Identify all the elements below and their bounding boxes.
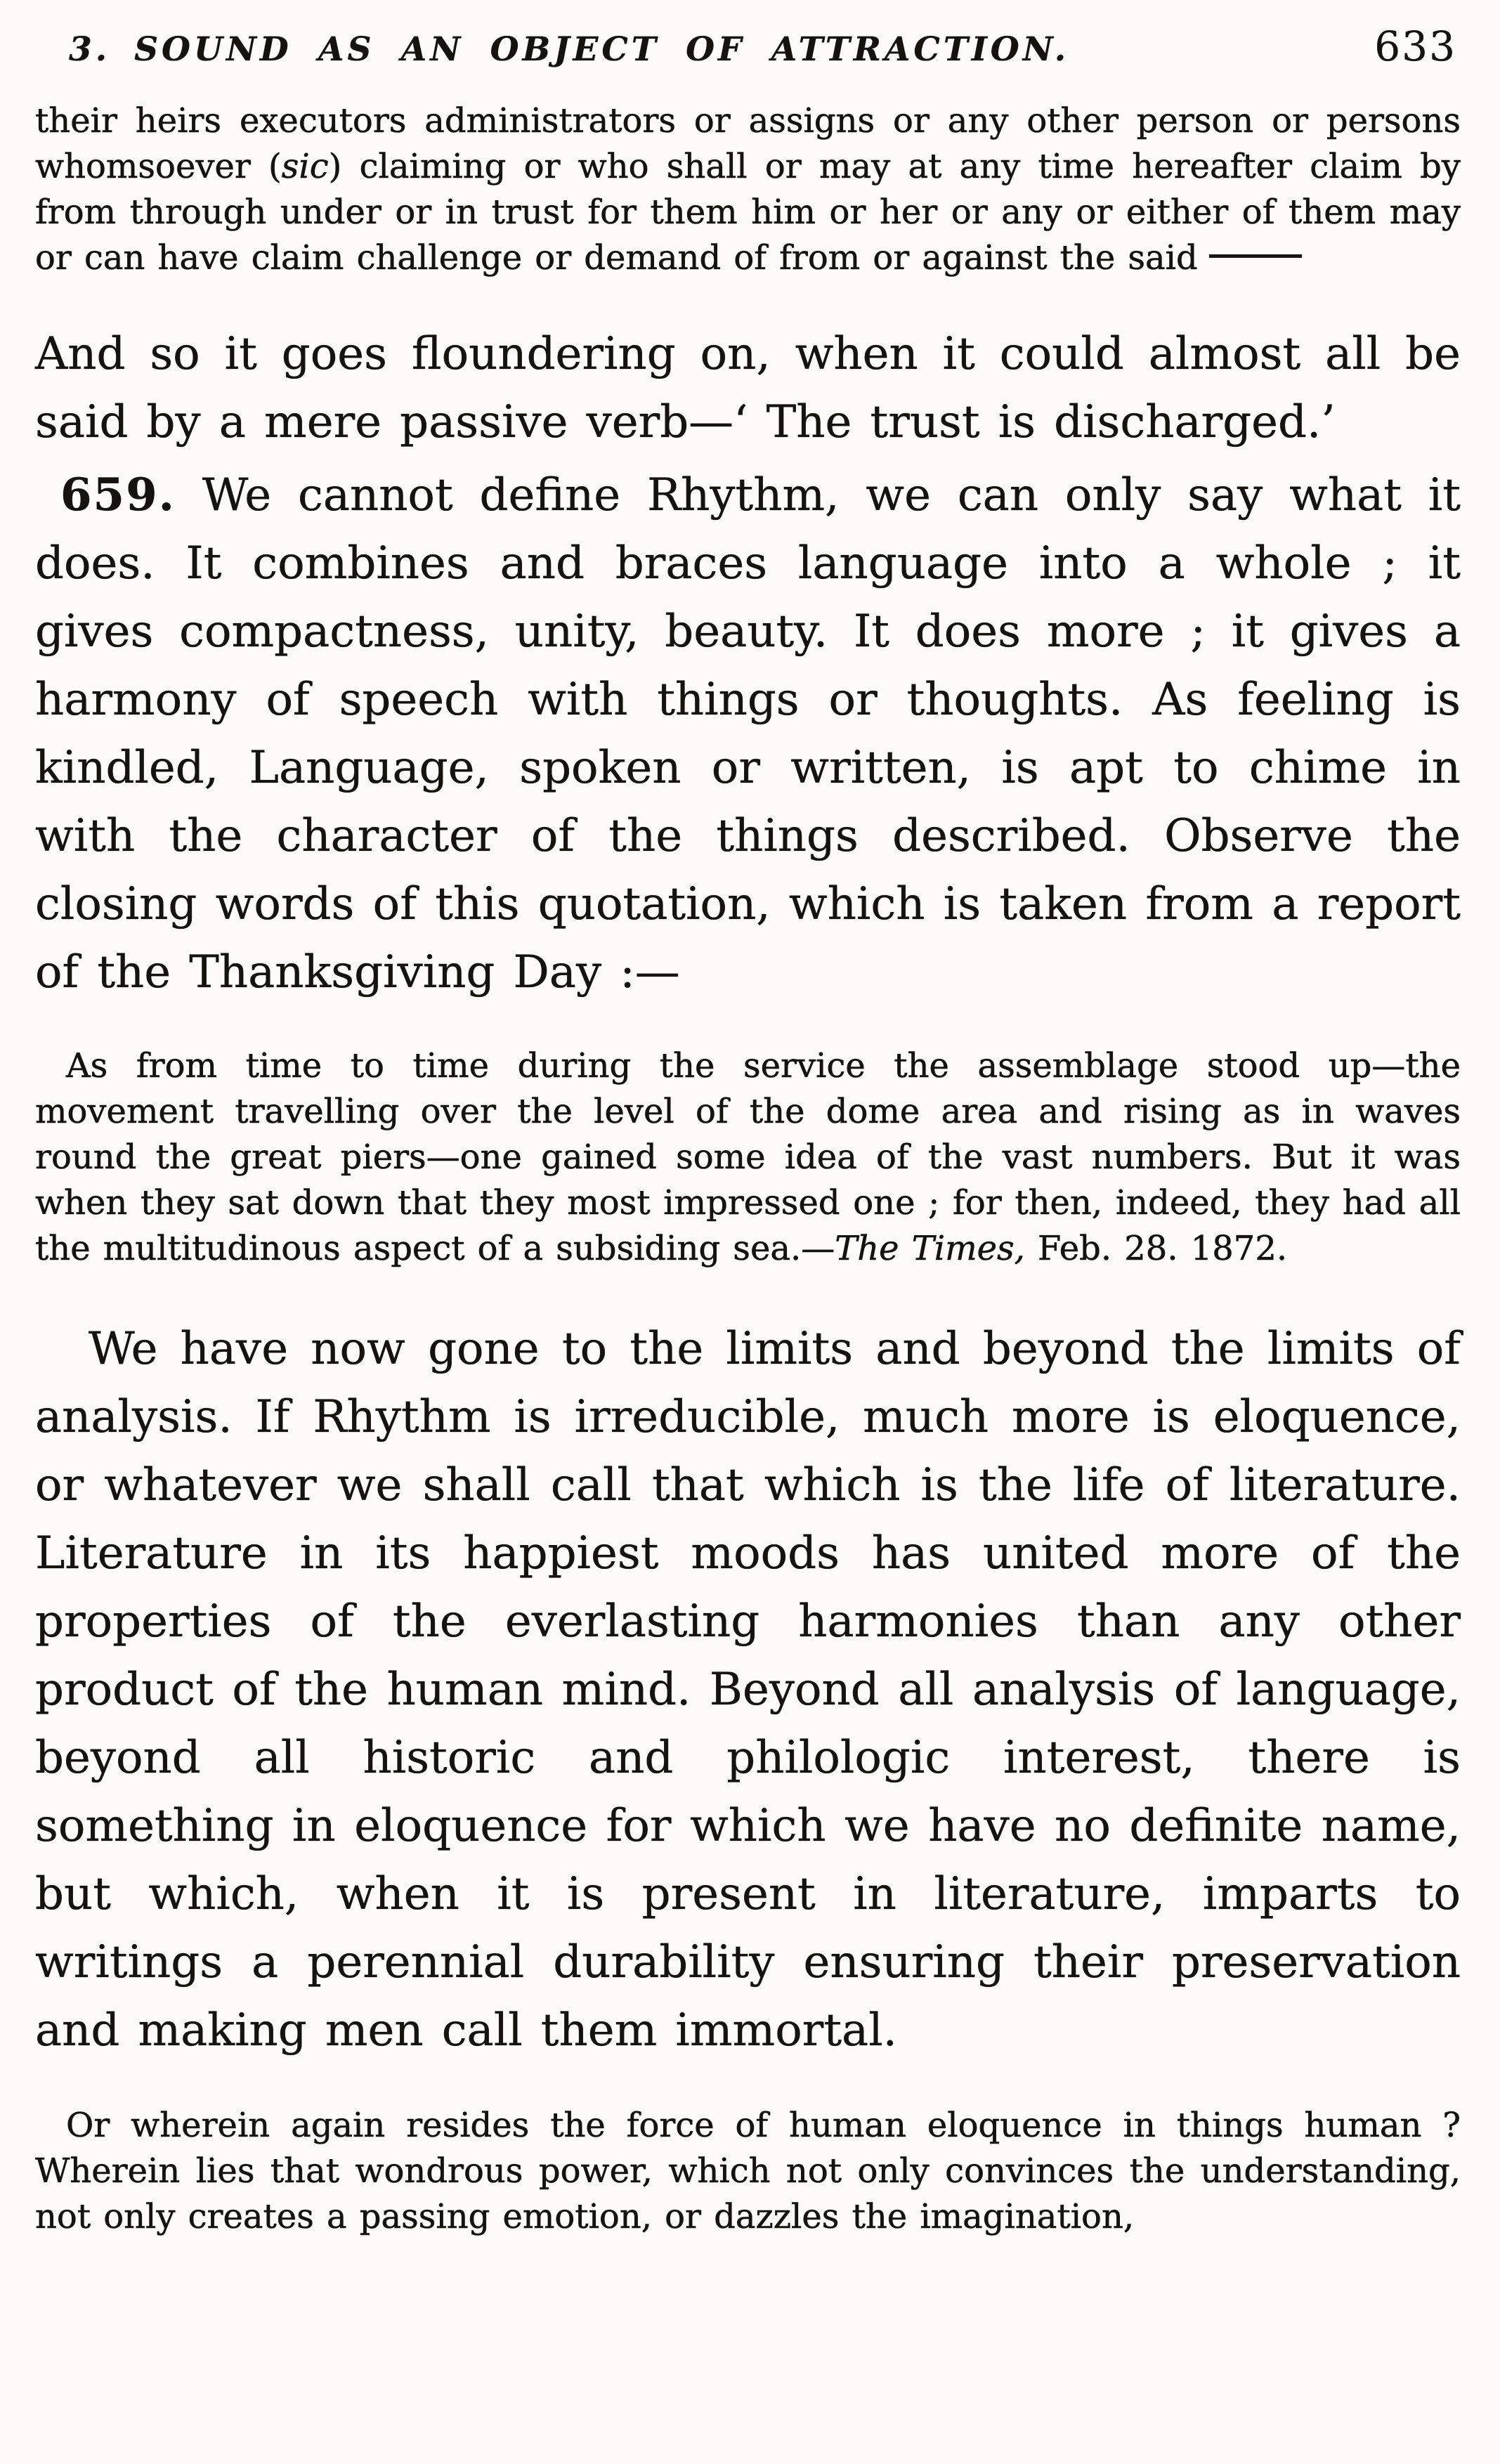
times-source-italic: The Times, bbox=[835, 1229, 1025, 1268]
running-head bbox=[35, 18, 1461, 70]
footer-quote-paragraph: Or wherein again resides the force of human eloquence in things human ? Wherein lies that wondrous power, which not only convinces the understanding, not only creates a passing emotion, or dazzles the imagination, bbox=[35, 2106, 1461, 2236]
times-quote-paragraph bbox=[35, 1043, 1461, 1272]
legal-quote-text-after-sic: ) claiming or who shall or may at any time hereafter claim by from through under or in trust for them him or her or any or either of them may or can have claim challenge or demand of from or against the said bbox=[35, 147, 1461, 278]
header-title-group bbox=[69, 30, 1069, 69]
header-page-number: 633 bbox=[1374, 22, 1456, 70]
paragraph-floundering: And so it goes floundering on, when it could almost all be said by a mere passive verb—‘ The trust is discharged.’ bbox=[35, 328, 1461, 448]
times-quote-date: Feb. 28. 1872. bbox=[1038, 1229, 1288, 1268]
sic-italic: sic bbox=[281, 147, 329, 186]
section-659-text: We cannot define Rhythm, we can only say what it does. It combines and braces language into a whole ; it gives compactness, unity, beauty. It does more ; it gives a harmony of speech with things or thoughts. As feeling is kindled, Language, spoken or written, is apt to chime in with the character of the things described. Observe the closing words of this quotation, which is taken from a report of the Thanksgiving Day :— bbox=[35, 469, 1461, 998]
paragraph-analysis-limits: We have now gone to the limits and beyond the limits of analysis. If Rhythm is irreducible, much more is eloquence, or whatever we shall call that which is the life of literature. Literature in its happiest moods has united more of the properties of the everlasting harmonies than any other product of the human mind. Beyond all analysis of language, beyond all historic and philologic interest, there is something in eloquence for which we have no definite name, but which, when it is present in literature, imparts to writings a perennial durability ensuring their preservation and making men call them immortal. bbox=[35, 1323, 1461, 2056]
header-section-number: 3. bbox=[69, 30, 111, 69]
blank-dash-rule bbox=[1209, 254, 1302, 258]
legal-quote-text-before-sic: their heirs executors administrators or assigns or any other person or persons whomsoever ( bbox=[35, 101, 1461, 186]
times-quote-text: As from time to time during the service the assemblage stood up—the movement travelling over the level of the dome area and rising as in waves round the great piers—one gained some idea of the vast numbers. But it was when they sat down that they most impressed one ; for then, indeed, they had all the multitudinous aspect of a subsiding sea.— bbox=[35, 1046, 1461, 1268]
header-running-title: SOUND AS AN OBJECT OF ATTRACTION. bbox=[134, 30, 1070, 69]
paragraph-659 bbox=[35, 461, 1461, 1007]
section-659-number: 659. bbox=[60, 469, 176, 521]
legal-quote-paragraph bbox=[35, 98, 1461, 281]
